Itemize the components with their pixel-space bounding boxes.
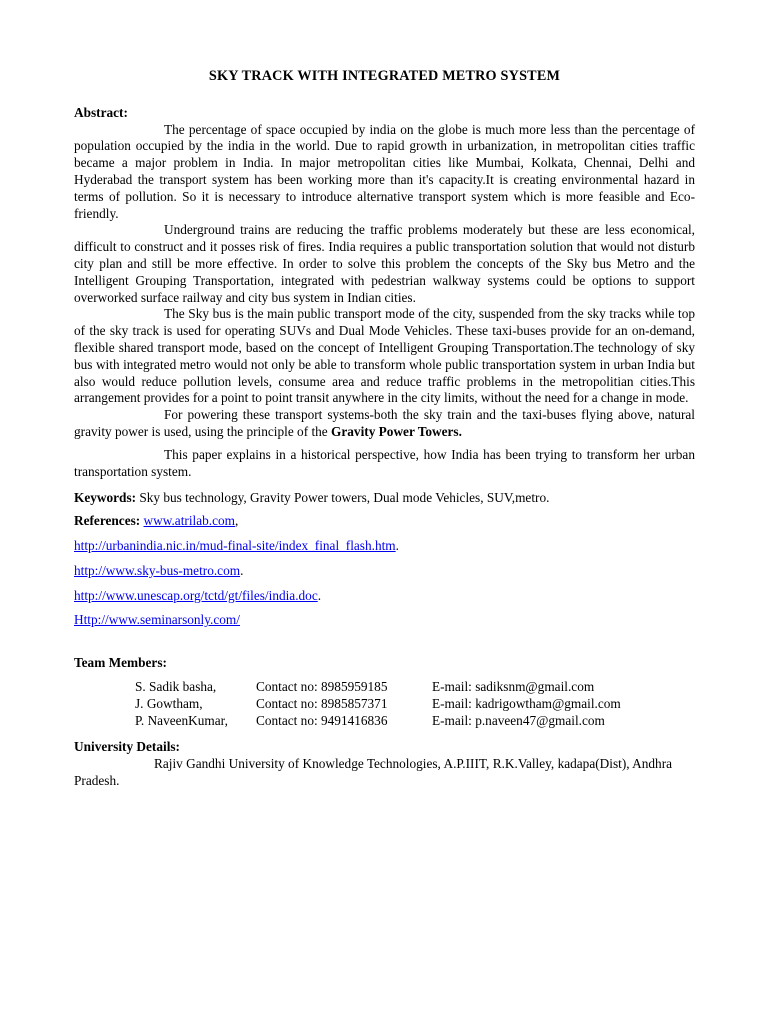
gravity-paragraph-text: For powering these transport systems-both the sky train and the taxi-buses flying above, natural gravity power is used, using the principle of the: [74, 407, 695, 439]
reference-link-unescap[interactable]: http://www.unescap.org/tctd/gt/files/india.doc: [74, 587, 318, 603]
abstract-paragraph-1: The percentage of space occupied by india on the globe is much more less than the percentage of population occupied by the india in the world. Due to rapid growth in urbanization, in metropolitan cities traffic became a major problem in India. In major metropolitan cities like Mumbai, Kolkata, Chennai, Delhi and Hyderabad the transport system has been working more than it's capacity.It is creating environmental hazard in terms of pollution. So it is necessary to introduce alternative transport system which is more feasible and Eco-friendly.: [74, 121, 695, 221]
reference-link-sky-bus-metro[interactable]: http://www.sky-bus-metro.com: [74, 562, 241, 578]
reference-line: [74, 563, 695, 580]
member-contact: Contact no: 9491416836: [256, 712, 388, 728]
member-email: E-mail: kadrigowtham@gmail.com: [432, 695, 621, 711]
abstract-paragraph-2: Underground trains are reducing the traffic problems moderately but these are less economical, difficult to construct and it posses risk of fires. India requires a public transportation solution that would not disturb city plan and still be more effective. In order to solve this problem the concepts of the Sky bus Metro and the Intelligent Grouping Transportation, integrated with pedestrian walkway systems could be options to support overworked surface railway and city bus system in Indian cities.: [74, 222, 695, 305]
keywords-text: Sky bus technology, Gravity Power towers, Dual mode Vehicles, SUV,metro.: [136, 490, 550, 506]
reference-line: [74, 538, 695, 555]
member-email: E-mail: sadiksnm@gmail.com: [432, 678, 595, 694]
reference-link-seminarsonly[interactable]: Http://www.seminarsonly.com/: [74, 612, 240, 628]
abstract-label: Abstract:: [74, 104, 128, 120]
member-name: P. NaveenKumar,: [135, 712, 228, 728]
reference-link-urbanindia[interactable]: http://urbanindia.nic.in/mud-final-site/index_final_flash.htm: [74, 537, 396, 553]
member-email: E-mail: p.naveen47@gmail.com: [432, 712, 605, 728]
reference-line: [74, 588, 695, 605]
reference-suffix: .: [240, 562, 244, 578]
university-details-label: University Details:: [74, 738, 180, 754]
keywords-line: [74, 490, 695, 507]
reference-suffix: ,: [234, 513, 239, 529]
member-contact: Contact no: 8985959185: [256, 678, 388, 694]
gravity-power-towers-bold: Gravity Power Towers.: [331, 423, 462, 439]
university-details-text: Rajiv Gandhi University of Knowledge Technologies, A.P.IIIT, R.K.Valley, kadapa(Dist), Andhra Pradesh.: [74, 755, 673, 788]
team-member-row: [135, 695, 695, 712]
reference-line: [74, 612, 695, 629]
team-members-label: Team Members:: [74, 655, 167, 671]
member-contact: Contact no: 8985857371: [256, 695, 388, 711]
member-name: S. Sadik basha,: [135, 678, 217, 694]
member-name: J. Gowtham,: [135, 695, 203, 711]
reference-suffix: .: [317, 587, 322, 603]
abstract-paragraph-3: The Sky bus is the main public transport mode of the city, suspended from the sky tracks while top of the sky track is used for operating SUVs and Dual Mode Vehicles. These taxi-buses provide for an on-demand, flexible shared transport mode, based on the concept of Intelligent Grouping Transportation.The technology of sky bus with integrated metro would not only be able to transform whole public transportation system in urban India but also would reduce pollution levels, consume area and reduce traffic problems in the metropolitian cities.This arrangement provides for a point to point transit anywhere in the city limits, without the need for a change in mode.: [74, 306, 695, 406]
abstract-paragraph-5: This paper explains in a historical perspective, how India has been trying to transform her urban transportation system.: [74, 446, 695, 479]
abstract-paragraph-4: [74, 407, 695, 441]
reference-suffix: .: [395, 537, 399, 553]
paper-page: [74, 68, 695, 789]
reference-link-atrilab[interactable]: www.atrilab.com: [143, 513, 235, 529]
team-member-row: [135, 678, 695, 695]
keywords-label: Keywords:: [74, 490, 137, 506]
references-label: References:: [74, 513, 141, 529]
paper-title: SKY TRACK WITH INTEGRATED METRO SYSTEM: [208, 68, 561, 84]
references-line: [74, 513, 695, 530]
team-member-row: [135, 712, 695, 729]
